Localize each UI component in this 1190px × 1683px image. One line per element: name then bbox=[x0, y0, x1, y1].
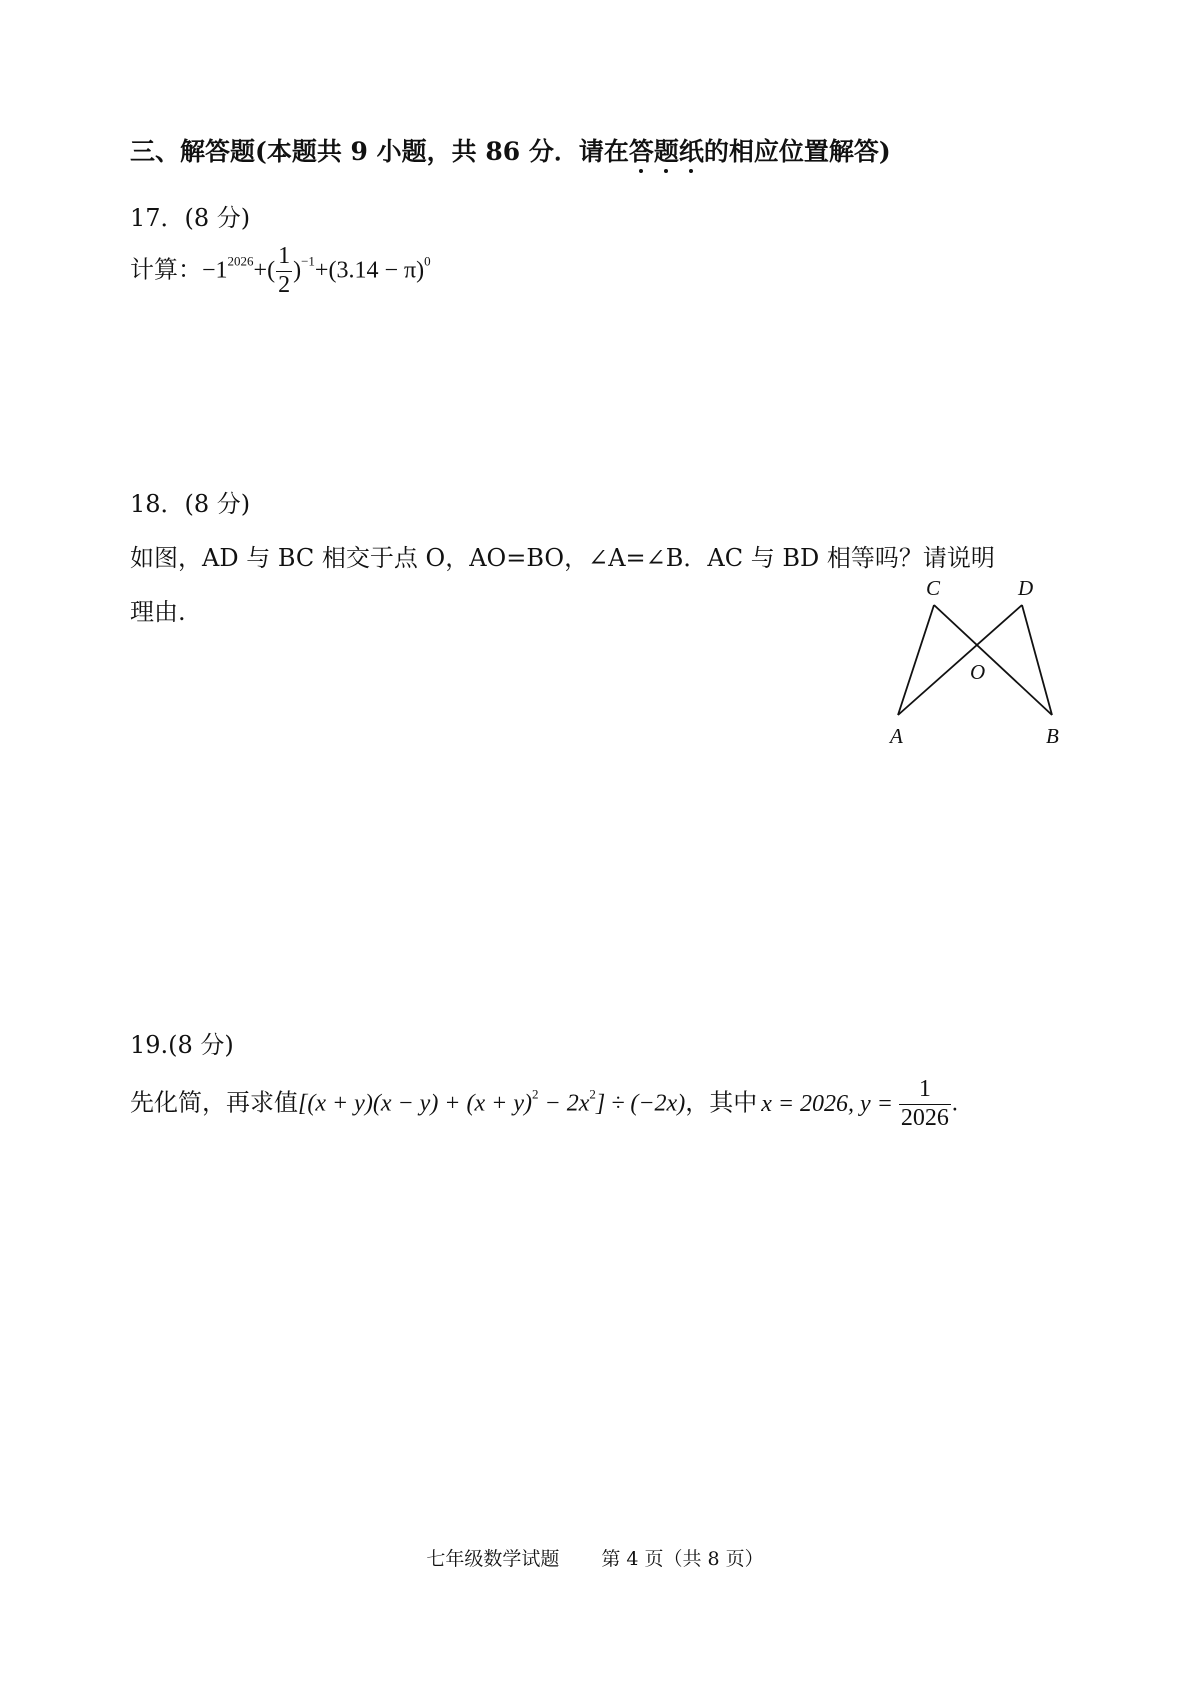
label-c: C bbox=[926, 576, 941, 600]
footer-title: 七年级数学试题 bbox=[426, 1548, 560, 1570]
q19-exp2: 2 bbox=[589, 1086, 596, 1102]
label-d: D bbox=[1018, 576, 1034, 600]
section-heading bbox=[130, 132, 891, 168]
emphasis-char-2: 题 bbox=[653, 137, 679, 166]
label-b: B bbox=[1046, 724, 1059, 748]
q19-fraction bbox=[899, 1076, 951, 1132]
label-o: O bbox=[970, 660, 986, 684]
q19-exp1: 2 bbox=[532, 1086, 539, 1102]
emphasis-char-3: 纸 bbox=[678, 137, 704, 166]
q17-expr-part4: +(3.14 − π) bbox=[314, 257, 425, 284]
q17-exp3: 0 bbox=[424, 253, 431, 269]
q18-number: 18．(8 分) bbox=[130, 490, 251, 518]
footer-page-number: 第 4 页（共 8 页） bbox=[601, 1548, 764, 1570]
q18-text-line2: 理由. bbox=[130, 598, 186, 626]
segment-cb bbox=[934, 605, 1052, 715]
q17-frac-num: 1 bbox=[276, 243, 292, 272]
q17-expression bbox=[130, 243, 431, 299]
q18-text-line1: 如图，AD 与 BC 相交于点 O，AO=BO，∠A=∠B．AC 与 BD 相等吗？请说明 bbox=[130, 544, 995, 572]
q17-expr-part1: −1 bbox=[202, 257, 228, 284]
page-footer bbox=[0, 1544, 1190, 1571]
q17-prompt: 计算： bbox=[130, 255, 202, 284]
section-heading-post: 的相应位置解答) bbox=[703, 137, 891, 166]
q17-expr-part3: ) bbox=[293, 257, 302, 284]
label-a: A bbox=[890, 724, 903, 748]
q19-frac-den: 2026 bbox=[900, 1104, 949, 1131]
q17-fraction bbox=[276, 243, 292, 299]
q17-number: 17．(8 分) bbox=[130, 204, 251, 232]
section-heading-pre: 三、解答题(本题共 9 小题，共 86 分．请在 bbox=[130, 137, 629, 166]
q19-prompt: 先化简，再求值 bbox=[130, 1088, 298, 1117]
q17-exp2: −1 bbox=[301, 253, 315, 269]
q19-condition: x = 2026, y = bbox=[761, 1090, 893, 1117]
q19-expression bbox=[130, 1076, 958, 1132]
q17-expr-part2: +( bbox=[253, 257, 276, 284]
q19-expr-part1: [(x + y)(x − y) + (x + y) bbox=[298, 1090, 532, 1117]
q19-expr-part2: − 2x bbox=[538, 1090, 590, 1117]
q19-end: . bbox=[951, 1090, 958, 1117]
segment-db bbox=[1022, 605, 1052, 715]
q19-frac-num: 1 bbox=[899, 1076, 951, 1105]
q19-mid: ，其中 bbox=[685, 1088, 758, 1117]
q19-expr-part3: ] ÷ (−2x) bbox=[595, 1090, 686, 1117]
q19-number: 19.(8 分) bbox=[130, 1031, 234, 1059]
q18-figure bbox=[880, 575, 1080, 755]
q17-frac-den: 2 bbox=[278, 271, 291, 298]
q17-exp1: 2026 bbox=[227, 253, 254, 269]
emphasis-char-1: 答 bbox=[628, 137, 654, 166]
